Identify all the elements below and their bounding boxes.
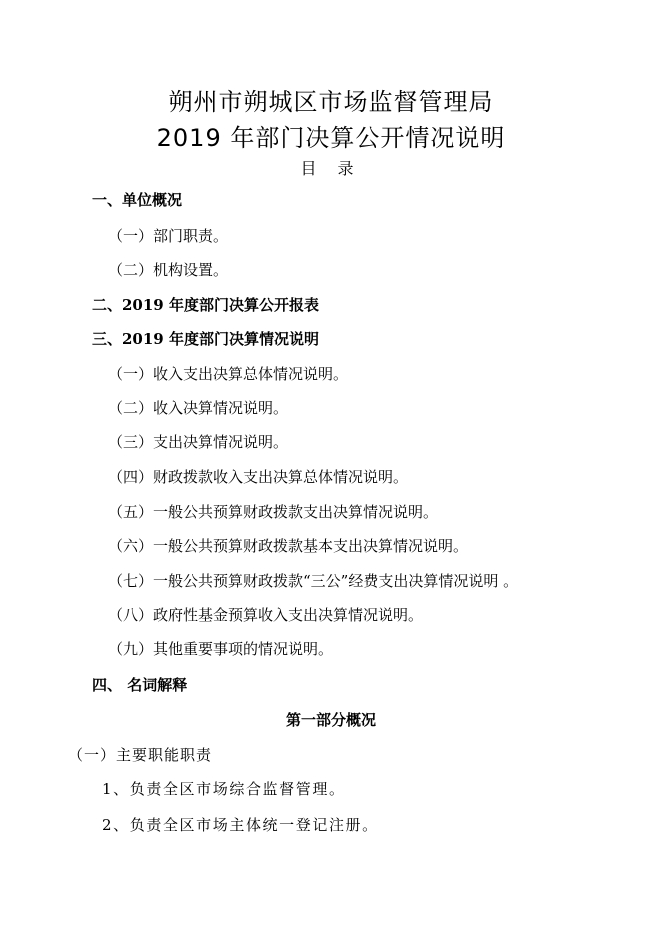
document-title-line2: 2019 年部门决算公开情况说明 [156, 124, 506, 152]
toc-item: （五）一般公共预算财政拨款支出决算情况说明。 [108, 503, 439, 521]
toc-heading-3: 三、2019 年度部门决算情况说明 [92, 330, 319, 348]
toc-label: 目 录 [300, 159, 362, 178]
toc-heading-1: 一、单位概况 [92, 191, 183, 209]
toc-item: （三）支出决算情况说明。 [108, 433, 289, 451]
document-title-line1: 朔州市朔城区市场监督管理局 [168, 88, 494, 116]
part-one-title: 第一部分概况 [285, 711, 376, 729]
section-heading: （一）主要职能职责 [68, 746, 213, 764]
toc-heading-2: 二、2019 年度部门决算公开报表 [92, 296, 319, 314]
toc-item: （七）一般公共预算财政拨款“三公”经费支出决算情况说明 。 [108, 572, 519, 590]
toc-item: （九）其他重要事项的情况说明。 [108, 640, 334, 658]
toc-heading-4: 四、 名词解释 [92, 676, 188, 694]
toc-item: （八）政府性基金预算收入支出决算情况说明。 [108, 606, 424, 624]
toc-item: （二）机构设置。 [108, 261, 229, 279]
toc-item: （四）财政拨款收入支出决算总体情况说明。 [108, 468, 409, 486]
body-paragraph: 1、负责全区市场综合监督管理。 [102, 780, 346, 798]
toc-item: （一）部门职责。 [108, 227, 229, 245]
toc-item: （一）收入支出决算总体情况说明。 [108, 365, 349, 383]
body-paragraph: 2、负责全区市场主体统一登记注册。 [102, 816, 379, 834]
toc-item: （二）收入决算情况说明。 [108, 399, 289, 417]
toc-item: （六）一般公共预算财政拨款基本支出决算情况说明。 [108, 537, 469, 555]
